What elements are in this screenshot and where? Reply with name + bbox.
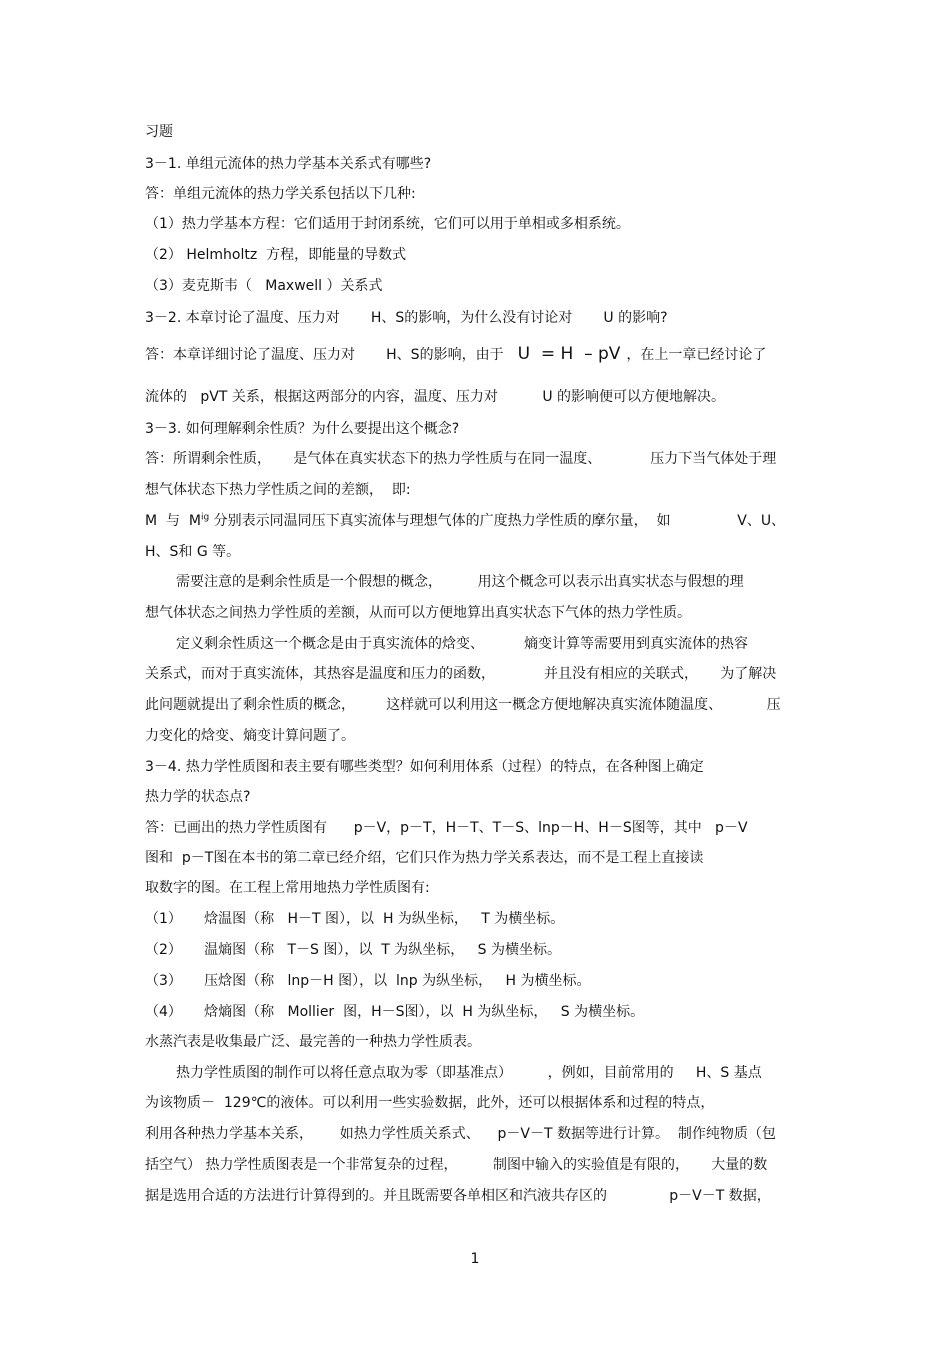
question-3-1: 3－1. 单组元流体的热力学基本关系式有哪些? (145, 156, 432, 172)
section-title: 习题 (145, 124, 173, 140)
answer-3-3-line-1: 答：所谓剩余性质， 是气体在真实状态下的热力学性质与在同一温度、 压力下当气体处于理 (145, 451, 777, 467)
answer-3-4-item-3: （3） 压焓图（称 lnp－H 图），以 lnp 为纵坐标， H 为横坐标。 (145, 973, 591, 989)
page-number: 1 (470, 1251, 480, 1267)
formula-u-h-pv: U = H – pV (517, 344, 621, 364)
answer-3-4-line-12: 括空气） 热力学性质图表是一个非常复杂的过程， 制图中输入的实验值是有限的， 大量的数 (145, 1157, 768, 1173)
answer-3-3-line-9: 此问题就提出了剩余性质的概念， 这样就可以利用这一概念方便地解决真实流体随温度、 压 (145, 697, 781, 713)
answer-3-1-item-3: （3）麦克斯韦（ Maxwell ）关系式 (145, 278, 383, 294)
question-3-4-line-2: 热力学的状态点? (145, 789, 251, 805)
answer-3-3-line-3-rest: 分别表示同温同压下真实流体与理想气体的广度热力学性质的摩尔量， 如 V、U、 (209, 513, 786, 529)
answer-3-4-line-10: 为该物质－ 129℃的液体。可以利用一些实验数据，此外，还可以根据体系和过程的特点， (145, 1095, 715, 1111)
answer-3-4-item-4: （4） 焓熵图（称 Mollier 图，H－S图），以 H 为纵坐标， S 为横坐标。 (145, 1004, 645, 1020)
answer-3-3-line-8: 关系式，而对于真实流体，其热容是温度和压力的函数， 并且没有相应的关联式， 为了解决 (145, 666, 777, 682)
answer-3-3-line-2: 想气体状态下热力学性质之间的差额， 即: (145, 482, 411, 498)
answer-3-3-line-5: 需要注意的是剩余性质是一个假想的概念， 用这个概念可以表示出真实状态与假想的理 (176, 574, 744, 590)
answer-3-4-line-13: 据是选用合适的方法进行计算得到的。并且既需要各单相区和汽液共存区的 p－V－T 数据， (145, 1188, 771, 1204)
answer-3-4-item-1: （1） 焓温图（称 H－T 图），以 H 为纵坐标， T 为横坐标。 (145, 911, 565, 927)
answer-3-2-text-a: 答：本章详细讨论了温度、压力对 H、S的影响，由于 (145, 347, 504, 363)
question-3-3: 3－3. 如何理解剩余性质？为什么要提出这个概念? (145, 421, 460, 437)
symbol-m-mig: M 与 M (145, 513, 201, 529)
answer-3-3-line-4: H、S和 G 等。 (145, 544, 241, 560)
answer-3-1-item-2: （2） Helmholtz 方程，即能量的导数式 (145, 247, 407, 263)
answer-3-3-line-3 (145, 511, 785, 531)
answer-3-4-line-9: 热力学性质图的制作可以将任意点取为零（即基准点） ，例如，目前常用的 H、S 基点 (176, 1065, 762, 1081)
answer-3-4-line-2: 图和 p－T图在本书的第二章已经介绍，它们只作为热力学关系表达，而不是工程上直接读 (145, 850, 704, 866)
answer-3-1-item-1: （1）热力学基本方程：它们适用于封闭系统，它们可以用于单相或多相系统。 (145, 216, 630, 232)
answer-3-4-line-1: 答：已画出的热力学性质图有 p－V，p－T，H－T、T－S、lnp－H、H－S图等，其中 p－V (145, 820, 748, 836)
answer-3-4-line-11: 利用各种热力学基本关系， 如热力学性质关系式、 p－V－T 数据等进行计算。 制作纯物质（包 (145, 1126, 776, 1142)
question-3-4-line-1: 3－4. 热力学性质图和表主要有哪些类型？如何利用体系（过程）的特点，在各种图上确定 (145, 759, 704, 775)
answer-3-3-line-6: 想气体状态之间热力学性质的差额，从而可以方便地算出真实状态下气体的热力学性质。 (145, 605, 691, 621)
answer-3-4-line-8: 水蒸汽表是收集最广泛、最完善的一种热力学性质表。 (145, 1034, 481, 1050)
answer-3-4-line-3: 取数字的图。在工程上常用地热力学性质图有: (145, 880, 430, 896)
answer-3-1: 答：单组元流体的热力学关系包括以下几种: (145, 186, 416, 202)
answer-3-2-line-2: 流体的 pVT 关系，根据这两部分的内容，温度、压力对 U 的影响便可以方便地解决。 (145, 389, 726, 405)
superscript-ig: ig (200, 512, 210, 523)
answer-3-3-line-7: 定义剩余性质这一个概念是由于真实流体的焓变、 熵变计算等需要用到真实流体的热容 (176, 636, 749, 652)
question-3-2: 3－2. 本章讨论了温度、压力对 H、S的影响，为什么没有讨论对 U 的影响? (145, 310, 668, 326)
answer-3-3-line-10: 力变化的焓变、熵变计算问题了。 (145, 728, 355, 744)
answer-3-2-text-b: ，在上一章已经讨论了 (626, 347, 767, 363)
answer-3-4-item-2: （2） 温熵图（称 T－S 图），以 T 为纵坐标， S 为横坐标。 (145, 942, 561, 958)
answer-3-2-line-1 (145, 344, 766, 365)
